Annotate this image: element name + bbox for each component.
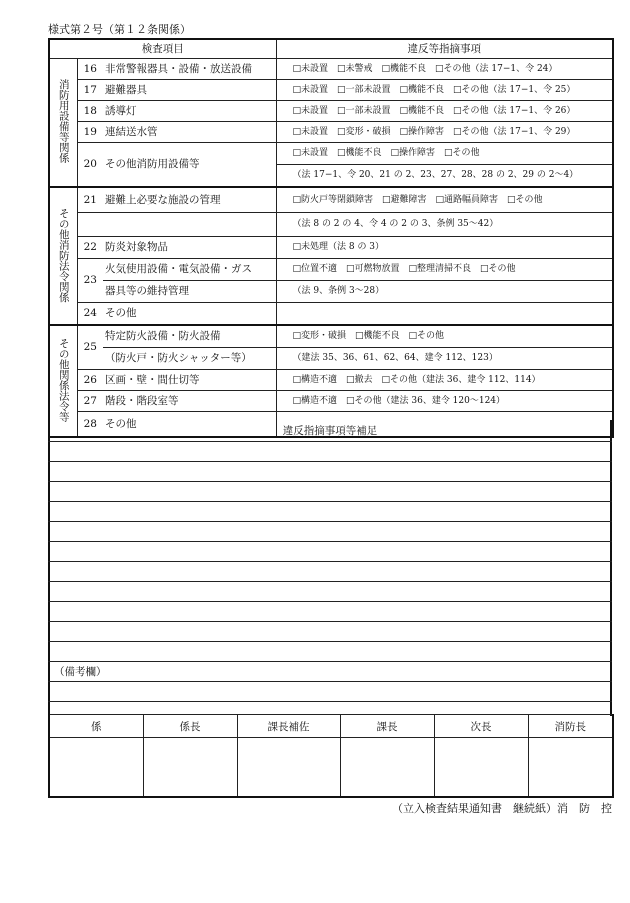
supplement-line[interactable] [48,622,612,642]
supplement-title: 違反指摘事項等補足 [48,422,612,442]
supplement-line[interactable] [48,442,612,462]
item-number: 20 [77,143,103,188]
remarks-line[interactable] [48,682,612,702]
form-code: 様式第２号（第１２条関係） [48,23,191,36]
item-number: 26 [77,370,103,391]
item-name: 区画・壁・間仕切等 [103,370,276,391]
item-name: その他消防用設備等 [103,143,276,188]
violation-options: □防火戸等閉鎖障害 □避難障害 □通路幅員障害 □その他 [276,187,613,213]
table-row [49,80,613,101]
item-number: 18 [77,101,103,122]
violation-legal-basis: （法 9、条例 3〜28） [276,281,613,303]
item-number: 28 [77,412,103,438]
item-name-cont: （防火戸・防火シャッター等） [103,348,276,370]
role-staff: 係 [49,715,143,738]
table-row [49,348,613,370]
table-row [49,259,613,281]
violation-options: □構造不適 □その他（建法 36、建令 120〜124） [276,391,613,412]
item-name [103,213,276,237]
supplement-line[interactable] [48,462,612,482]
table-row [49,101,613,122]
table-row [49,325,613,348]
role-assistant-manager: 課長補佐 [237,715,340,738]
approval-stamp-table [48,714,614,798]
remarks-title: （備考欄） [48,662,612,682]
stamp-box[interactable] [528,738,613,798]
violation-options: □未設置 □一部未設置 □機能不良 □その他（法 17−1、令 25） [276,80,613,101]
table-row [49,281,613,303]
item-name: 避難器具 [103,80,276,101]
supplement-area [48,422,612,722]
role-fire-chief: 消防長 [528,715,613,738]
supplement-line[interactable] [48,562,612,582]
item-number: 22 [77,237,103,259]
violation-options: □未設置 □変形・破損 □操作障害 □その他（法 17−1、令 29） [276,122,613,143]
violation-options [276,303,613,326]
role-chief: 係長 [143,715,237,738]
item-name: 防炎対象物品 [103,237,276,259]
approval-roles [49,715,613,738]
stamp-box[interactable] [143,738,237,798]
violation-options: □未設置 □未警戒 □機能不良 □その他（法 17−1、令 24） [276,59,613,80]
table-row [49,122,613,143]
violation-options: □未処理（法 8 の 3） [276,237,613,259]
supplement-line[interactable] [48,522,612,542]
table-row [49,391,613,412]
table-row [49,59,613,80]
table-row [49,213,613,237]
item-name: その他 [103,303,276,326]
section-label: その他関係法令等 [49,325,77,437]
item-number [77,213,103,237]
supplement-line[interactable] [48,642,612,662]
item-name: 階段・階段室等 [103,391,276,412]
item-name: 連結送水管 [103,122,276,143]
item-name-cont: 器具等の維持管理 [103,281,276,303]
item-number: 16 [77,59,103,80]
item-name: 特定防火設備・防火設備 [103,325,276,348]
footer-note: （立入検査結果通知書 継続紙）消 防 控 [392,802,612,815]
inspection-table [48,38,614,438]
supplement-line[interactable] [48,602,612,622]
violation-options: □未設置 □機能不良 □操作障害 □その他 [276,143,613,165]
table-row [49,303,613,326]
table-row [49,370,613,391]
stamp-box[interactable] [434,738,528,798]
item-number: 19 [77,122,103,143]
item-name: その他 [103,412,276,438]
item-name: 火気使用設備・電気設備・ガス [103,259,276,281]
item-name: 避難上必要な施設の管理 [103,187,276,213]
item-number: 25 [77,325,103,370]
violation-options: □位置不適 □可燃物放置 □整理清掃不良 □その他 [276,259,613,281]
violation-options: □構造不適 □撤去 □その他（建法 36、建令 112、114） [276,370,613,391]
section-label: 消防用設備等関係 [49,59,77,188]
stamp-box[interactable] [237,738,340,798]
supplement-line[interactable] [48,582,612,602]
stamp-box[interactable] [49,738,143,798]
table-row [49,237,613,259]
header-items: 検査項目 [49,39,276,59]
item-name: 誘導灯 [103,101,276,122]
item-name: 非常警報器具・設備・放送設備 [103,59,276,80]
table-header [49,39,613,59]
violation-legal-basis: （法 8 の 2 の 4、令 4 の 2 の 3、条例 35〜42） [276,213,613,237]
violation-options: □未設置 □一部未設置 □機能不良 □その他（法 17−1、令 26） [276,101,613,122]
item-number: 24 [77,303,103,326]
role-deputy: 次長 [434,715,528,738]
header-violations: 違反等指摘事項 [276,39,613,59]
item-number: 27 [77,391,103,412]
stamp-boxes [49,738,613,798]
violation-legal-basis: （法 17−1、令 20、21 の 2、23、27、28、28 の 2、29 の 2〜4） [276,165,613,188]
stamp-box[interactable] [340,738,434,798]
supplement-line[interactable] [48,502,612,522]
supplement-line[interactable] [48,482,612,502]
item-number: 21 [77,187,103,213]
item-number: 23 [77,259,103,303]
violation-options: □変形・破損 □機能不良 □その他 [276,325,613,348]
role-manager: 課長 [340,715,434,738]
supplement-line[interactable] [48,542,612,562]
table-row [49,187,613,213]
section-label: その他消防法令関係 [49,187,77,325]
table-row [49,143,613,165]
item-number: 17 [77,80,103,101]
violation-legal-basis: （建法 35、36、61、62、64、建令 112、123） [276,348,613,370]
